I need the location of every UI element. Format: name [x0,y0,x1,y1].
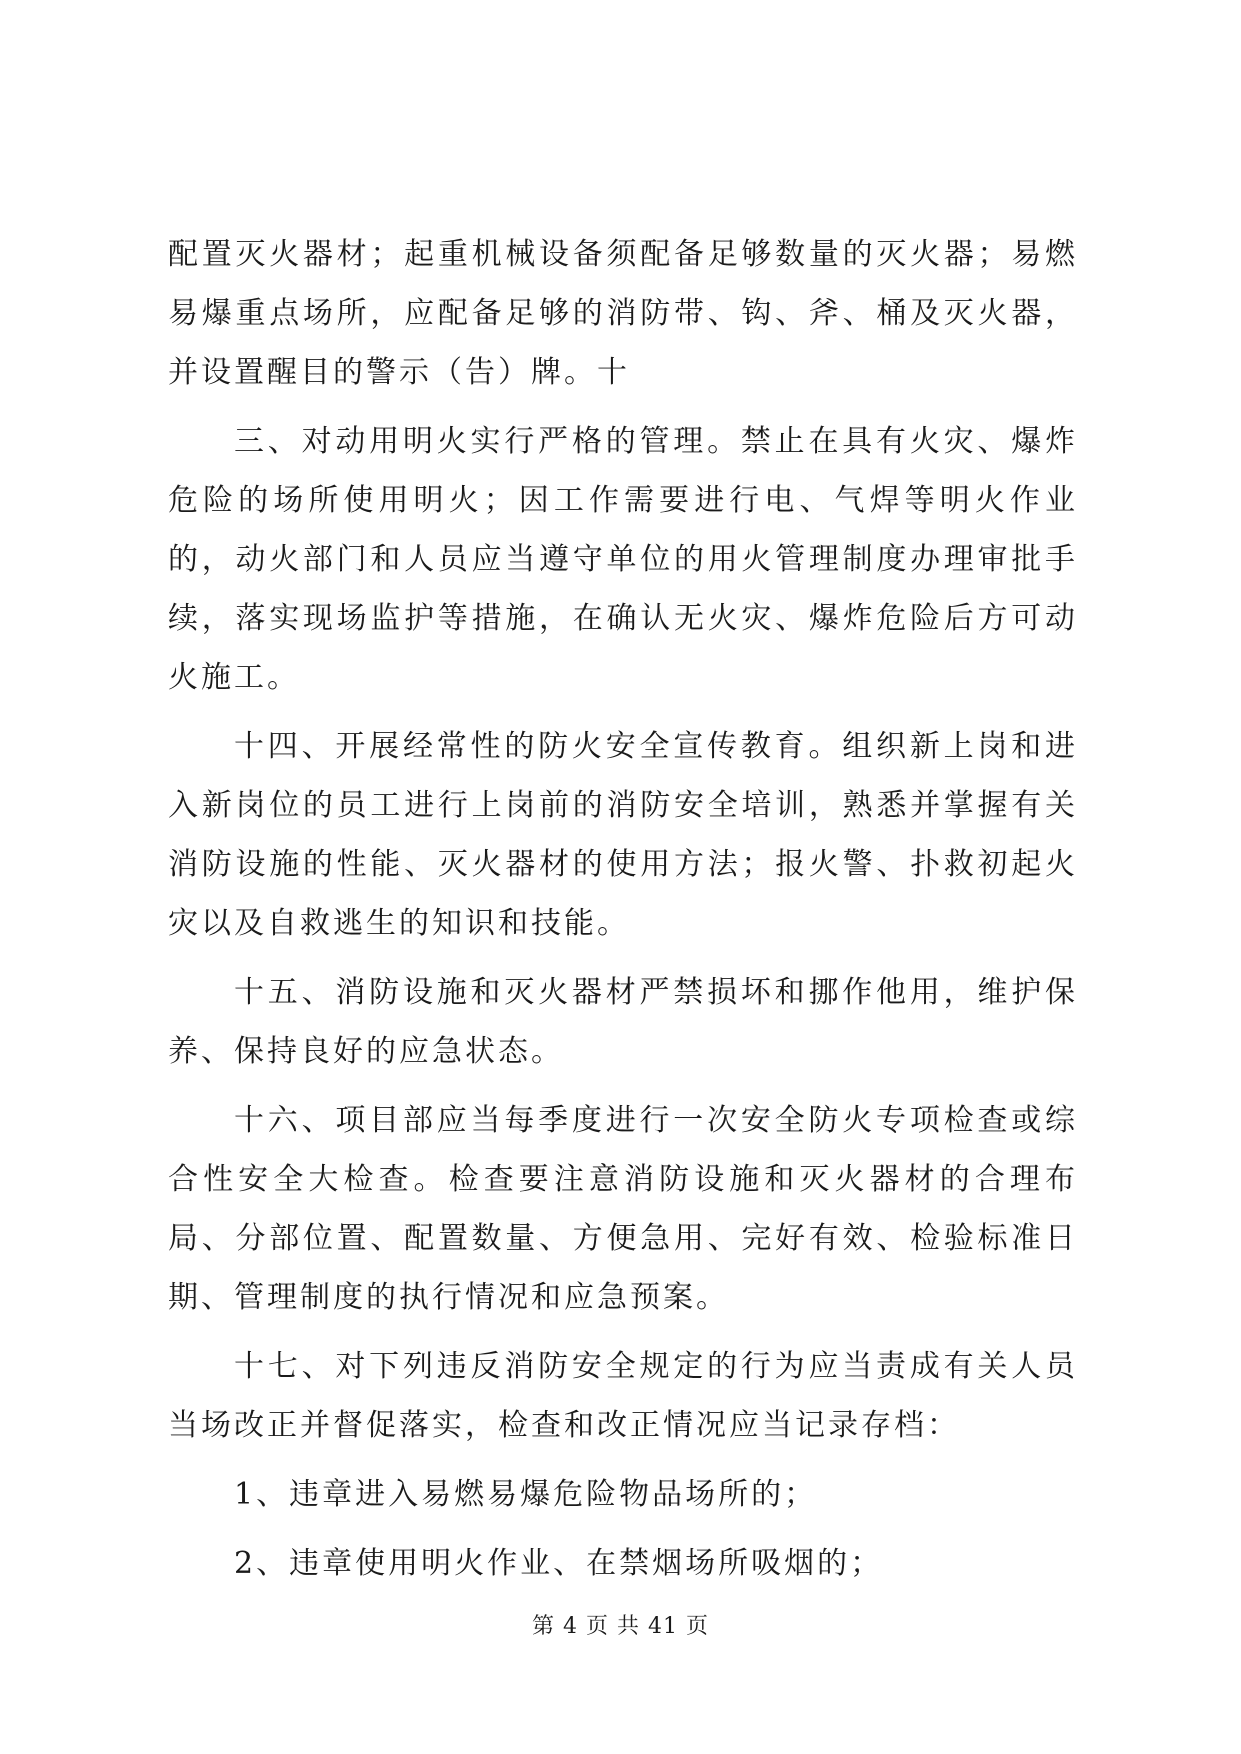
document-body [168,225,1078,1603]
paragraph-item-15: 十五、消防设施和灭火器材严禁损坏和挪作他用，维护保养、保持良好的应急状态。 [168,975,1078,1069]
page-number-footer: 第 4 页 共 41 页 [532,1614,709,1639]
paragraph-continued: 配置灭火器材；起重机械设备须配备足够数量的灭火器；易燃易爆重点场所，应配备足够的消防带、钩、斧、桶及灭火器，并设置醒目的警示（告）牌。十 [168,237,1078,390]
list-item-2: 2、违章使用明火作业、在禁烟场所吸烟的； [234,1546,884,1581]
paragraph-item-14: 十四、开展经常性的防火安全宣传教育。组织新上岗和进入新岗位的员工进行上岗前的消防安全培训，熟悉并掌握有关消防设施的性能、灭火器材的使用方法；报火警、扑救初起火灾以及自救逃生的知识和技能。 [168,729,1078,941]
list-item-1: 1、违章进入易燃易爆危险物品场所的； [234,1477,818,1512]
paragraph-item-13: 三、对动用明火实行严格的管理。禁止在具有火灾、爆炸危险的场所使用明火；因工作需要进行电、气焊等明火作业的，动火部门和人员应当遵守单位的用火管理制度办理审批手续，落实现场监护等措施，在确认无火灾、爆炸危险后方可动火施工。 [168,424,1078,695]
paragraph-item-17: 十七、对下列违反消防安全规定的行为应当责成有关人员当场改正并督促落实，检查和改正情况应当记录存档： [168,1349,1078,1443]
paragraph-item-16: 十六、项目部应当每季度进行一次安全防火专项检查或综合性安全大检查。检查要注意消防设施和灭火器材的合理布局、分部位置、配置数量、方便急用、完好有效、检验标准日期、管理制度的执行情况和应急预案。 [168,1103,1078,1315]
